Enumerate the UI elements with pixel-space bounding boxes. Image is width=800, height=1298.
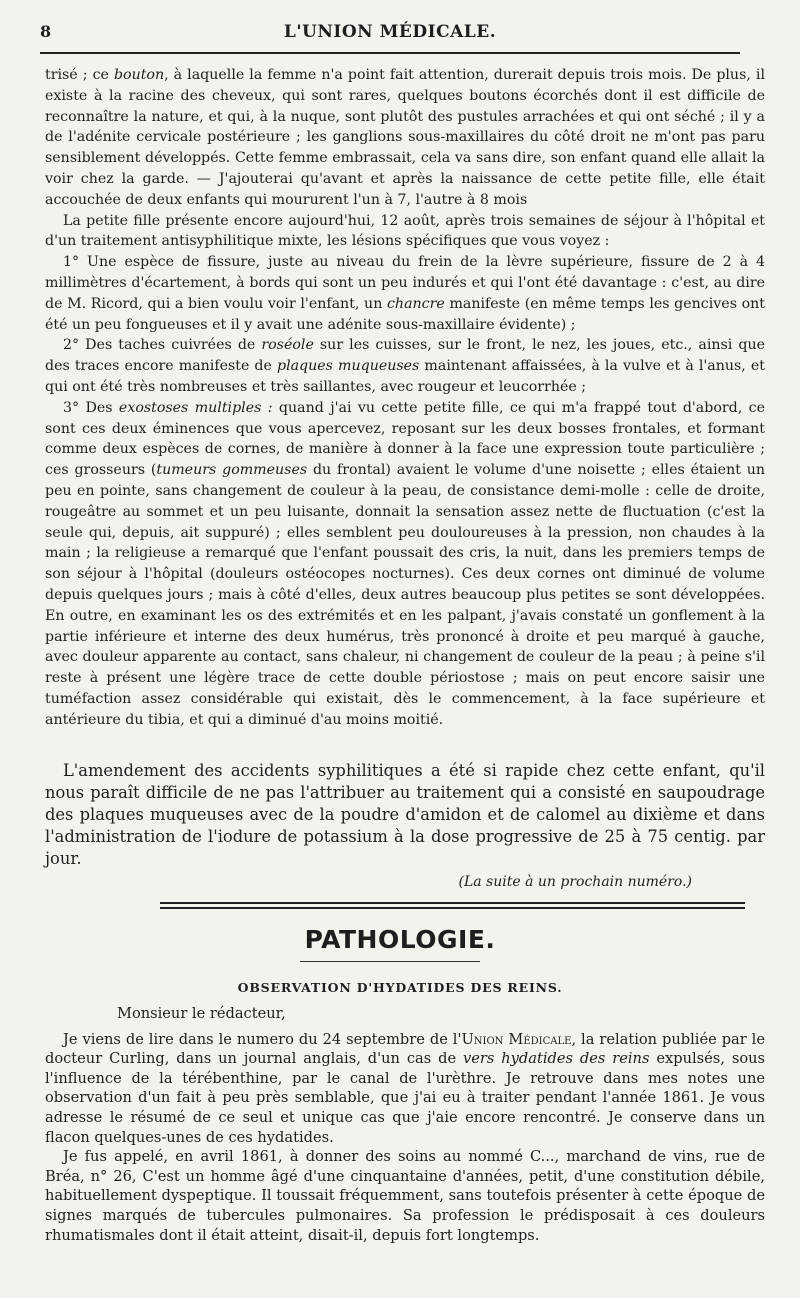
text-run: , à laquelle la femme n'a point fait attention, durerait depuis trois mois. De plus, il existe à la racine des cheveux, qui sont rares, quelques boutons écorchés dont il est difficile de reconnaître la nature, et qui, à la nuque, sont plutôt des pustules arrachées et qui ont séché ; il y a de l'adénite cervicale postérieure ; les ganglions sous-maxillaires du côté droit ne m'ont pas paru sensiblement développés. Cette femme embrassait, cela va sans dire, son enfant quand elle allait la voir chez la garde. — J'ajouterai qu'avant et après la naissance de cette petite fille, elle était accouchée de deux enfants qui moururent l'un à 7, l'autre à 8 mois [45,67,765,208]
header-rule [40,52,740,54]
article-body [45,65,765,731]
paragraph [45,211,765,253]
text-run: , la relation publiée par le docteur Curling, dans un journal anglais, d'un cas de [45,1030,765,1068]
italic-run: tumeurs gommeuses [156,462,308,479]
text-run: Union Médicale [461,1030,572,1048]
italic-run: bouton [113,67,165,83]
paragraph [45,1030,765,1148]
text-run: 3° Des [63,399,119,416]
text-run: quand j'ai vu cette petite fille, ce qui m'a frappé tout d'abord, ce sont ces deux éminences que vous apercevez, reposant sur les deux bosses frontales, et formant comme deux espèces de cornes, de manière à donner à la face une expression toute particulière ; ces grosseurs ( [45,399,765,479]
text-run: Je viens de lire dans le numero du 24 septembre de l' [63,1030,462,1048]
text-run: 1° Une espèce de fissure, juste au niveau du frein de la lèvre supérieure, fissure de 2 à 4 millimètres d'écartement, à bords qui sont un peu indurés et qui l'ont été davantage : c'est, au dire de M. Ricord, qui a bien voulu voir l'enfant, un [45,254,765,312]
italic-run: plaques muqueuses [276,358,420,375]
section-divider-bottom [160,907,745,909]
paragraph [45,252,765,335]
text-run: La petite fille présente encore aujourd'hui, 12 août, après trois semaines de séjour à l'hôpital et d'un traitement antisyphilitique mixte, les lésions spécifiques que vous voyez : [45,212,765,250]
paragraph [45,398,765,731]
text-run: 2° Des taches cuivrées de [63,337,262,354]
conclusion-paragraph: L'amendement des accidents syphilitiques a été si rapide chez cette enfant, qu'il nous paraît difficile de ne pas l'attribuer au traitement qui a consisté en saupoudrage des plaques muqueuses avec de la poudre d'amidon et de calomel au dixième et dans l'administration de l'iodure de potassium à la dose progressive de 25 à 75 centig. par jour. [45,761,765,868]
paragraph [45,1147,765,1245]
text-run: Je fus appelé, en avril 1861, à donner des soins au nommé C..., marchand de vins, rue de Bréa, n° 26, C'est un homme âgé d'une cinquantaine d'années, petit, d'une constitution débile, habituellement dyspeptique. Il toussait fréquemment, sans toutefois présenter à cette époque de signes marqués de tubercules pulmonaires. Sa profession le prédisposait à ces douleurs rhumatismales dont il était atteint, disait-il, depuis fort longtemps. [45,1148,765,1244]
letter-body [45,1004,765,1245]
italic-run: vers hydatides des reins [463,1050,650,1068]
section-title: PATHOLOGIE. [304,925,496,954]
section-title-rule [300,961,480,962]
running-header [40,22,740,48]
text-run: expulsés, sous l'influence de la térébenthine, par le canal de l'urèthre. Je retrouve dans mes notes une observation d'un fait à peu près semblable, que j'ai eu à traiter pendant l'année 1861. Je vous adresse le résumé de ce seul et unique cas que j'aie encore rencontré. Je conserve dans un flacon quelques-unes de ces hydatides. [45,1050,765,1146]
conclusion-block [45,760,765,870]
text-run: maintenant affaissées, à la vulve et à l'anus, et qui ont été très nombreuses et très saillantes, avec rougeur et leucorrhée ; [45,358,765,395]
page-number: 8 [40,22,52,41]
text-run: du frontal) avaient le volume d'une noisette ; elles étaient un peu en pointe, sans changement de couleur à la peau, de consistance demi-molle : celle de droite, rougeâtre au sommet et un peu luisante, donnait la sensation assez nette de fluctuation (c'est la seule qui, depuis, ait suppuré) ; elles semblent peu douloureuses à la pression, non chaudes à la main ; la religieuse a remarqué que l'enfant poussait des cris, la nuit, dans les premiers temps de son séjour à l'hôpital (douleurs ostéocopes nocturnes). Ces deux cornes ont diminué de volume depuis quelques jours ; mais à côté d'elles, deux autres beaucoup plus petites se sont développées. En outre, en examinant les os des extrémités et en les palpant, j'avais constaté un gonflement à la partie inférieure et interne des deux humérus, très prononcé à droite et peu marqué à gauche, avec douleur apparente au contact, sans chaleur, ni changement de couleur de la peau ; à peine s'il reste à présent une légère trace de cette double périostose ; mais on peut encore saisir une tuméfaction assez considérable qui existait, dès le commencement, à la face supérieure et antérieure du tibia, et qui a diminué d'au moins moitié. [45,462,766,728]
paragraph [45,335,765,397]
article-subtitle: OBSERVATION D'HYDATIDES DES REINS. [237,980,563,995]
text-run: trisé ; ce [45,67,114,83]
journal-title: L'UNION MÉDICALE. [283,22,497,42]
text-run: sur les cuisses, sur le front, le nez, les joues, etc., ainsi que des traces encore manifeste de [45,337,765,375]
text-run: manifeste (en même temps les gencives ont été un peu fongueuses et il y avait une adénite sous-maxillaire évidente) ; [45,295,765,333]
salutation: Monsieur le rédacteur, [117,1005,286,1022]
continuation-note: (La suite à un prochain numéro.) [458,874,692,890]
italic-run: exostoses multiples : [118,399,273,416]
italic-run: chancre [386,295,445,312]
section-divider-top [160,902,745,904]
italic-run: roséole [261,337,314,354]
paragraph [45,65,765,211]
